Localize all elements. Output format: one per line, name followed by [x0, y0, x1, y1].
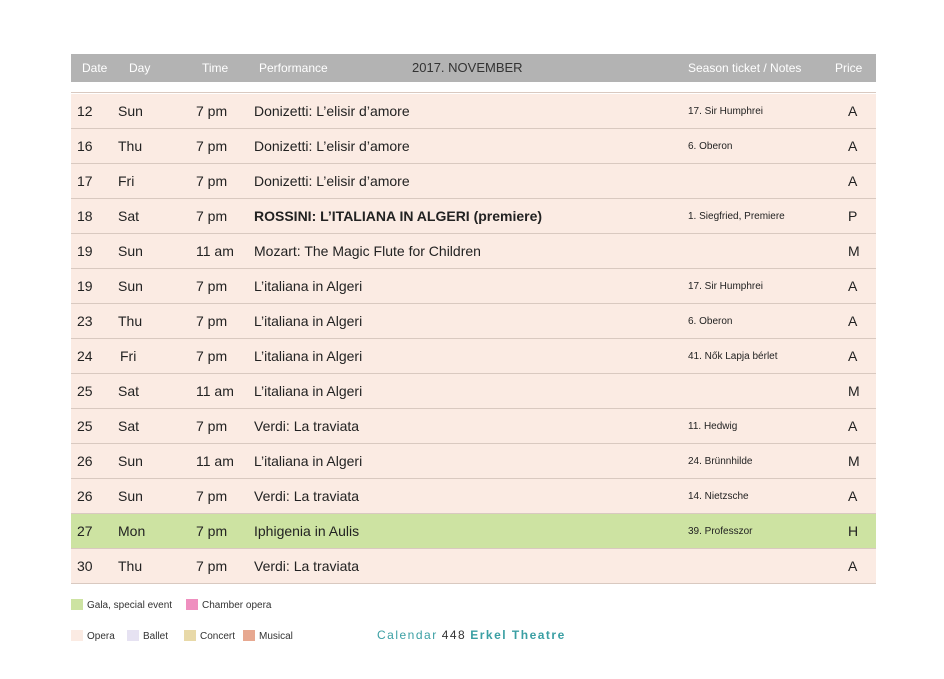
- row-date: 27: [77, 523, 93, 539]
- row-price: A: [848, 173, 858, 189]
- table-row: [71, 234, 876, 269]
- musical-swatch: [243, 630, 255, 641]
- row-time: 7 pm: [196, 173, 228, 189]
- header-day: Day: [129, 61, 151, 75]
- row-day: Fri: [120, 348, 137, 364]
- table-row: [71, 269, 876, 304]
- table-row-gala: [71, 514, 876, 549]
- row-note: 17. Sir Humphrei: [688, 281, 764, 292]
- row-note: 41. Nők Lapja bérlet: [688, 351, 778, 362]
- row-performance: L’italiana in Algeri: [254, 348, 363, 364]
- row-time: 7 pm: [196, 418, 228, 434]
- legend-concert-label: Concert: [200, 631, 236, 642]
- row-date: 25: [77, 418, 93, 434]
- legend-chamber: [186, 599, 271, 611]
- row-performance-premiere: ROSSINI: L’ITALIANA IN ALGERI (premiere): [254, 208, 543, 224]
- row-day: Thu: [118, 138, 143, 154]
- table-row: [71, 199, 876, 234]
- row-price: A: [848, 488, 858, 504]
- row-time: 7 pm: [196, 348, 228, 364]
- row-day: Sun: [118, 243, 143, 259]
- legend-musical-label: Musical: [259, 631, 293, 642]
- table-row: [71, 164, 876, 199]
- row-day: Sat: [118, 418, 140, 434]
- row-note: 1. Siegfried, Premiere: [688, 211, 785, 222]
- row-price: H: [848, 523, 859, 539]
- row-performance: Verdi: La traviata: [254, 418, 360, 434]
- row-time: 7 pm: [196, 138, 228, 154]
- table-row: [71, 374, 876, 409]
- page-number: 448: [441, 628, 467, 642]
- row-day: Sun: [118, 278, 143, 294]
- legend-chamber-label: Chamber opera: [202, 600, 272, 611]
- row-note: 11. Hedwig: [688, 421, 738, 432]
- row-day: Sun: [118, 453, 143, 469]
- row-performance: Donizetti: L’elisir d’amore: [254, 103, 410, 119]
- row-date: 25: [77, 383, 93, 399]
- row-time: 7 pm: [196, 488, 228, 504]
- row-note: 14. Nietzsche: [688, 491, 749, 502]
- row-performance: Donizetti: L’elisir d’amore: [254, 138, 410, 154]
- footer-theatre: Erkel Theatre: [470, 628, 566, 642]
- row-price: A: [848, 278, 858, 294]
- table-row: [71, 339, 876, 374]
- row-performance: Verdi: La traviata: [254, 558, 360, 574]
- table-row: [71, 479, 876, 514]
- row-date: 18: [77, 208, 93, 224]
- opera-swatch: [71, 630, 83, 641]
- row-price: A: [848, 138, 858, 154]
- row-day: Sun: [118, 103, 143, 119]
- legend-musical: [243, 630, 293, 642]
- row-performance: Mozart: The Magic Flute for Children: [254, 243, 481, 259]
- table-row: [71, 94, 876, 129]
- row-time: 7 pm: [196, 278, 228, 294]
- row-note: 6. Oberon: [688, 141, 733, 152]
- legend-gala-label: Gala, special event: [87, 600, 173, 611]
- row-date: 26: [77, 453, 93, 469]
- ballet-swatch: [127, 630, 139, 641]
- row-time: 7 pm: [196, 208, 228, 224]
- header-notes: Season ticket / Notes: [688, 61, 802, 75]
- row-performance: Donizetti: L’elisir d’amore: [254, 173, 410, 189]
- header-price: Price: [835, 61, 863, 75]
- table-row: [71, 129, 876, 164]
- row-note: 6. Oberon: [688, 316, 733, 327]
- row-date: 24: [77, 348, 93, 364]
- header-divider: [71, 92, 876, 93]
- row-time: 7 pm: [196, 103, 228, 119]
- row-performance: L’italiana in Algeri: [254, 313, 363, 329]
- row-day: Mon: [118, 523, 146, 539]
- footer-calendar: Calendar: [377, 628, 438, 642]
- row-note: 39. Professzor: [688, 526, 753, 537]
- table-row: [71, 304, 876, 339]
- row-day: Thu: [118, 313, 143, 329]
- row-price: P: [848, 208, 858, 224]
- row-date: 12: [77, 103, 93, 119]
- row-date: 16: [77, 138, 93, 154]
- row-price: M: [848, 453, 860, 469]
- legend-ballet: [127, 630, 168, 642]
- page-footer: [377, 628, 566, 642]
- legend-gala: [71, 599, 172, 611]
- row-day: Thu: [118, 558, 143, 574]
- header-time: Time: [202, 61, 229, 75]
- row-note: 17. Sir Humphrei: [688, 106, 764, 117]
- row-performance: L’italiana in Algeri: [254, 278, 363, 294]
- row-time: 7 pm: [196, 558, 228, 574]
- row-note: 24. Brünnhilde: [688, 456, 753, 467]
- legend-ballet-label: Ballet: [143, 631, 169, 642]
- schedule-table: [71, 94, 876, 584]
- row-day: Sun: [118, 488, 143, 504]
- row-price: M: [848, 243, 860, 259]
- legend-opera: [71, 630, 115, 642]
- gala-swatch: [71, 599, 83, 610]
- row-time: 7 pm: [196, 523, 228, 539]
- concert-swatch: [184, 630, 196, 641]
- row-date: 30: [77, 558, 93, 574]
- row-price: A: [848, 103, 858, 119]
- header-performance: Performance: [259, 61, 328, 75]
- row-price: A: [848, 348, 858, 364]
- row-price: M: [848, 383, 860, 399]
- row-price: A: [848, 418, 858, 434]
- row-day: Sat: [118, 208, 140, 224]
- row-time: 11 am: [196, 383, 234, 399]
- row-time: 11 am: [196, 243, 234, 259]
- row-date: 19: [77, 278, 93, 294]
- row-day: Fri: [118, 173, 135, 189]
- row-date: 23: [77, 313, 93, 329]
- row-time: 11 am: [196, 453, 234, 469]
- row-time: 7 pm: [196, 313, 228, 329]
- header-date: Date: [82, 61, 108, 75]
- row-date: 17: [77, 173, 93, 189]
- table-row: [71, 444, 876, 479]
- row-date: 26: [77, 488, 93, 504]
- row-price: A: [848, 558, 858, 574]
- row-price: A: [848, 313, 858, 329]
- table-header: [71, 54, 876, 82]
- table-row: [71, 409, 876, 444]
- month-title: 2017. NOVEMBER: [412, 60, 523, 75]
- legend-opera-label: Opera: [87, 631, 115, 642]
- legend-concert: [184, 630, 235, 642]
- row-day: Sat: [118, 383, 140, 399]
- chamber-swatch: [186, 599, 198, 610]
- row-performance: L’italiana in Algeri: [254, 453, 363, 469]
- row-performance: Iphigenia in Aulis: [254, 523, 360, 539]
- row-date: 19: [77, 243, 93, 259]
- row-performance: L’italiana in Algeri: [254, 383, 363, 399]
- row-performance: Verdi: La traviata: [254, 488, 360, 504]
- table-row: [71, 549, 876, 584]
